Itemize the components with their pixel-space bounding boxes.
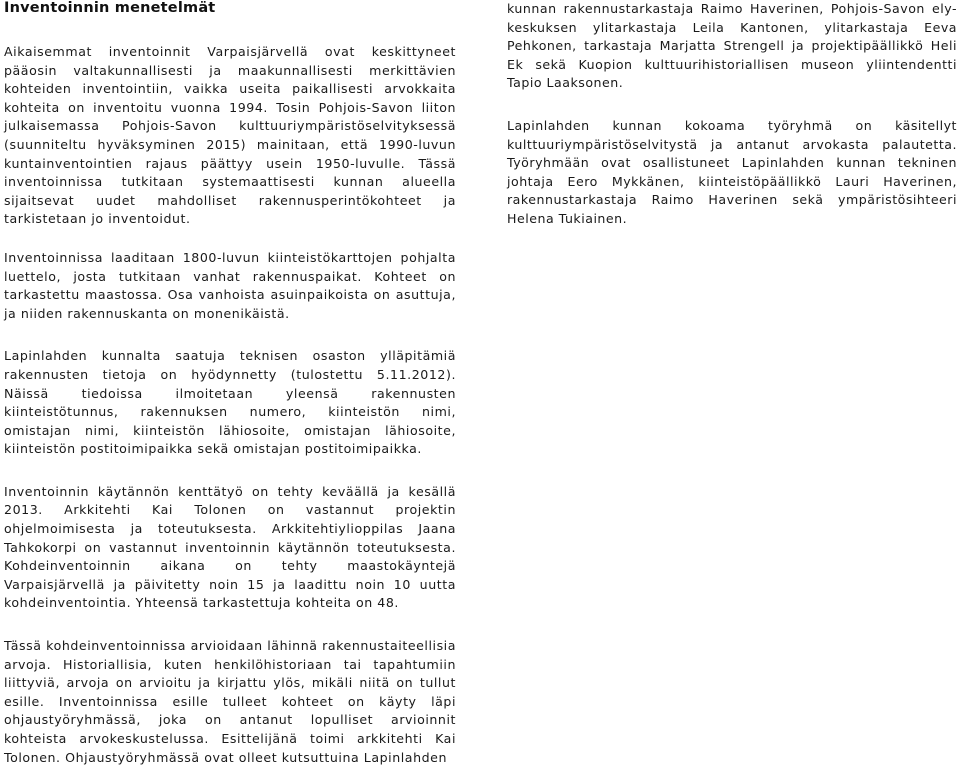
section-heading: Inventoinnin menetelmät: [4, 0, 216, 16]
left-column: [4, 0, 456, 767]
right-column: [507, 0, 957, 229]
paragraph-previous-inventories: Aikaisemmat inventoinnit Varpaisjärvellä ovat keskittyneet pääosin valtakunnallisesti ja maakunnallisesti merkittävien kohteiden inventointiin, vaikka useita paikallisesti arvokkaita kohteita on inventoitu vuonna 1994. Tosin Pohjois-Savon liiton julkaisemassa Pohjois-Savon kulttuuriympäristöselvityksessä (suunniteltu hyväksyminen 2015) mainitaan, että 1990-luvun kuntainventointien rajaus päättyy usein 1950-luvulle. Tässä inventoinnissa tutkitaan systemaattisesti kunnan alueella sijaitsevat uudet mahdolliset rakennusperintökohteet ja tarkistetaan jo inventoidut.: [4, 44, 456, 227]
paragraph-building-data: Lapinlahden kunnalta saatuja teknisen osaston ylläpitämiä rakennusten tietoja on hyödynnetty (tulostettu 5.11.2012). Näissä tiedoissa ilmoitetaan yleensä rakennusten kiinteistötunnus, rakennuksen numero, kiinteistön nimi, omistajan nimi, kiinteistön lähiosoite, omistajan lähiosoite, kiinteistön postitoimipaikka sekä omistajan postitoimipaikka.: [4, 348, 456, 457]
paragraph-working-group: Lapinlahden kunnan kokoama työryhmä on käsitellyt kulttuuriympäristöselvitystä ja antanut arvokasta palautetta. Työryhmään ovat osallistuneet Lapinlahden kunnan tekninen johtaja Eero Mykkänen, kiinteistöpäällikkö Lauri Haverinen, rakennustarkastaja Raimo Haverinen sekä ympäristösihteeri Helena Tukiainen.: [507, 117, 957, 226]
paragraph-steering-group: kunnan rakennustarkastaja Raimo Haverinen, Pohjois-Savon ely-keskuksen ylitarkastaja Leila Kantonen, ylitarkastaja Eeva Pehkonen, tarkastaja Marjatta Strengell ja projektipäällikkö Heli Ek sekä Kuopion kulttuurihistoriallisen museon yliintendentti Tapio Laaksonen.: [507, 1, 957, 91]
paragraph-evaluation: Tässä kohdeinventoinnissa arvioidaan lähinnä rakennustaiteellisia arvoja. Historiallisia, kuten henkilöhistoriaan tai tapahtumiin liittyviä, arvoja on arvioitu ja kirjattu ylös, mikäli niitä on tullut esille. Inventoinnissa esille tulleet kohteet on käyty läpi ohjaustyöryhmässä, joka on antanut lopulliset arvioinnit kohteista arvokeskustelussa. Esittelijänä toimi arkkitehti Kai Tolonen. Ohjaustyöryhmässä ovat olleet kutsuttuina Lapinlahden: [4, 638, 456, 765]
paragraph-map-listing: Inventoinnissa laaditaan 1800-luvun kiinteistökarttojen pohjalta luettelo, josta tutkitaan vanhat rakennuspaikat. Kohteet on tarkastettu maastossa. Osa vanhoista asuinpaikoista on asuttuja, ja niiden rakennuskanta on monenikäistä.: [4, 249, 456, 321]
paragraph-fieldwork: Inventoinnin käytännön kenttätyö on tehty keväällä ja kesällä 2013. Arkkitehti Kai Tolonen on vastannut projektin ohjelmoimisesta ja toteutuksesta. Arkkitehtiylioppilas Jaana Tahkokorpi on vastannut inventoinnin käytännön toteutuksesta. Kohdeinventoinnin aikana on tehty maastokäyntejä Varpaisjärvellä ja päivitetty noin 15 ja laadittu noin 10 uutta kohdeinventointia. Yhteensä tarkastettuja kohteita on 48.: [4, 483, 456, 611]
